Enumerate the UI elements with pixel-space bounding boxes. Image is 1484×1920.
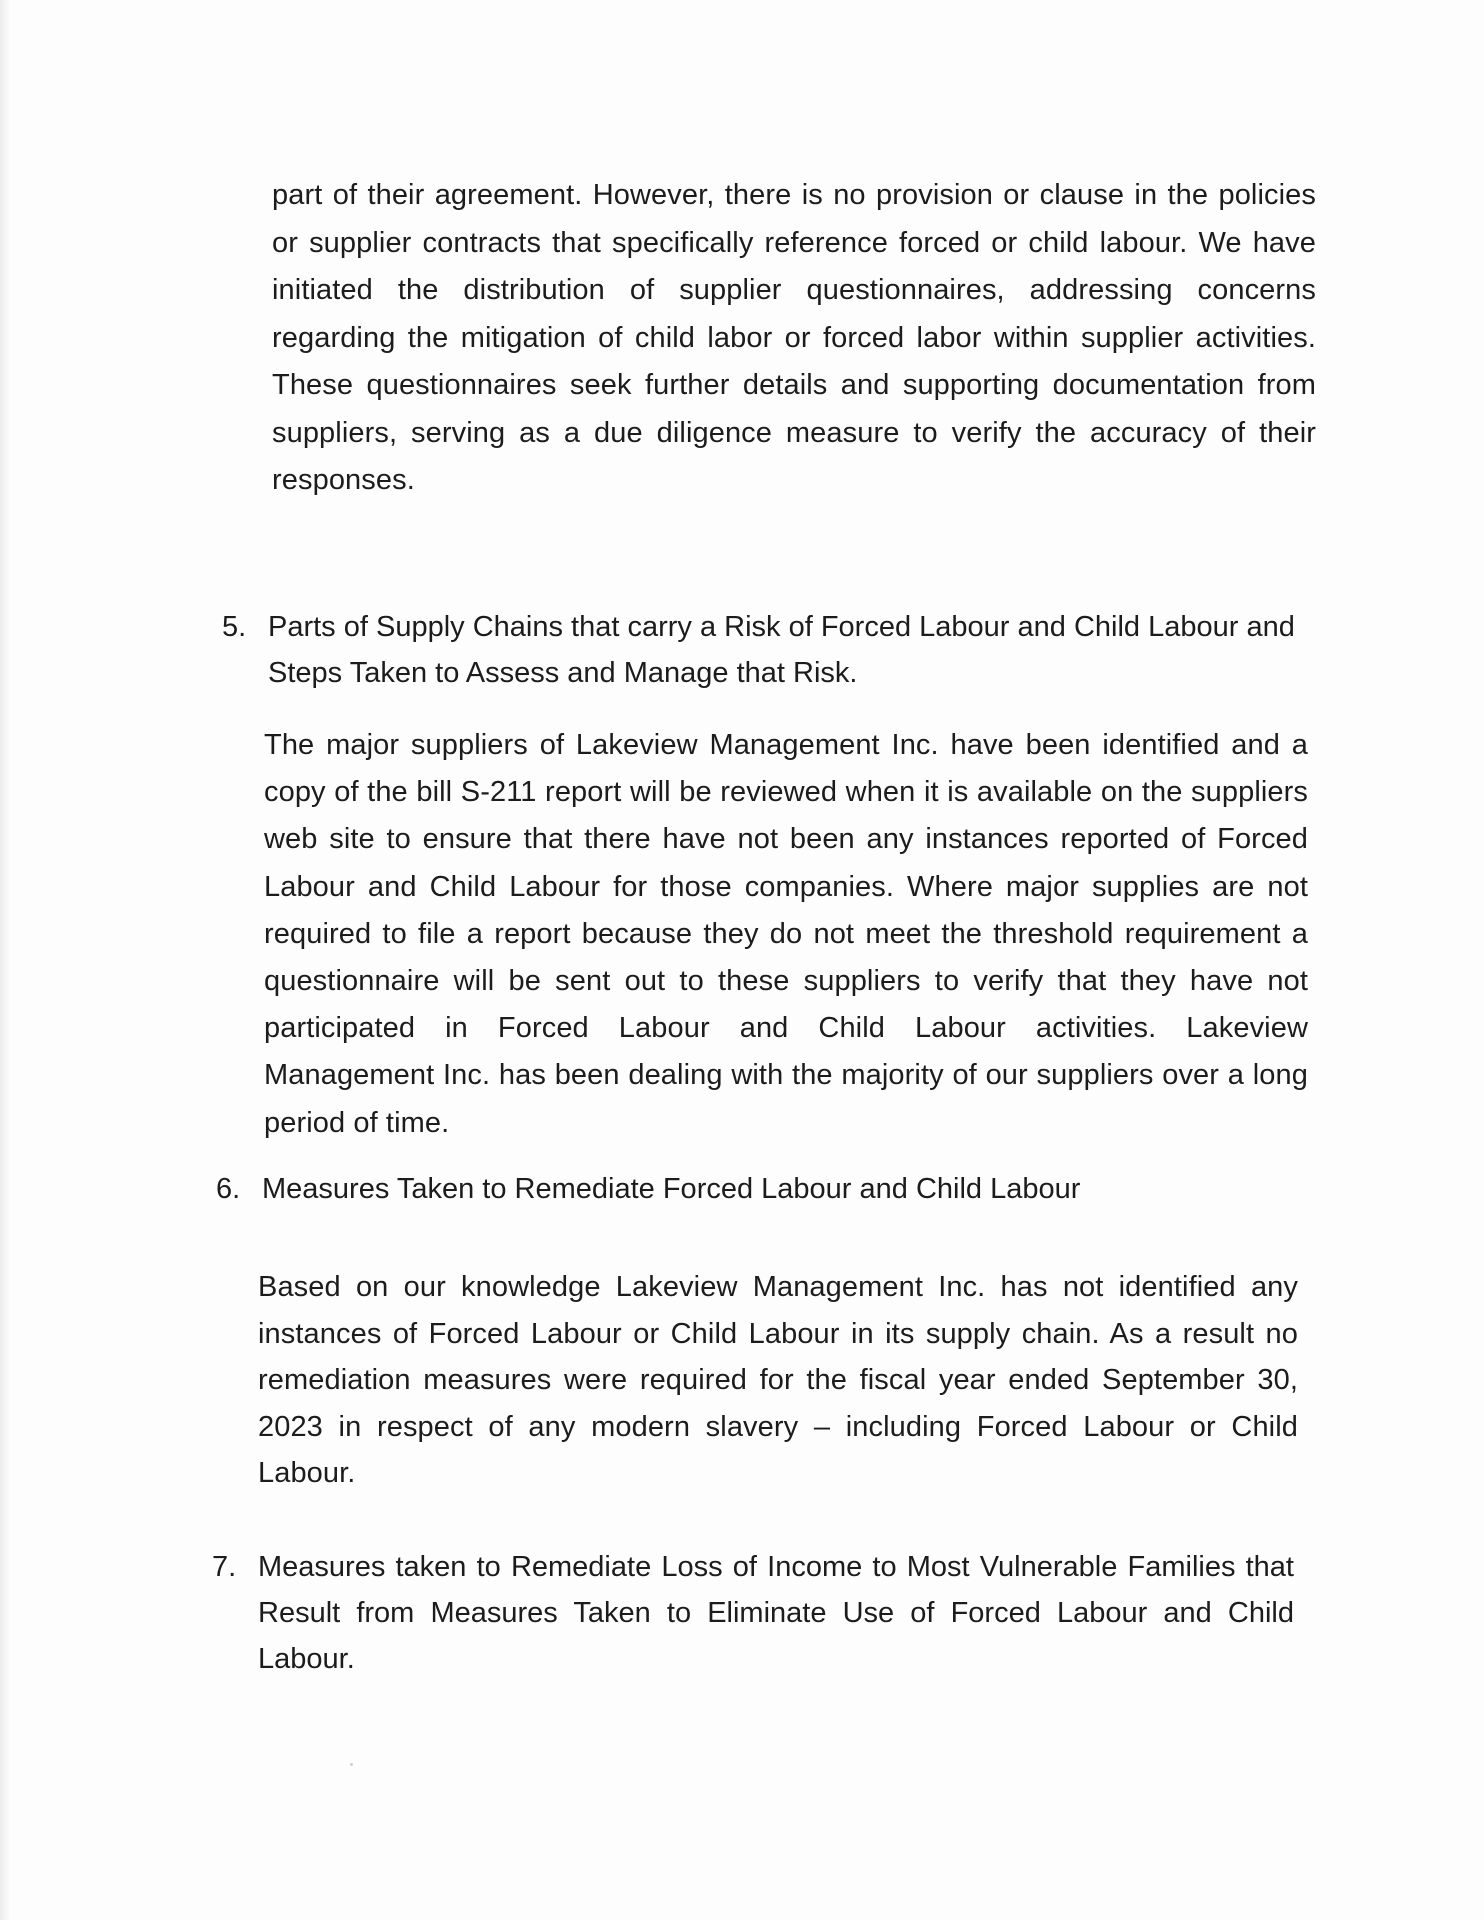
intro-paragraph: part of their agreement. However, there is no provision or clause in the policies or supplier contracts that specifically reference forced or child labour. We have initiated the distribution of supplier questionnaires, addressing concerns regarding the mitigation of child labor or forced labor within supplier activities. These questionnaires seek further details and supporting documentation from suppliers, serving as a due diligence measure to verify the accuracy of their responses. bbox=[272, 179, 1316, 496]
section-5-number: 5. bbox=[222, 611, 247, 643]
scan-edge-shadow bbox=[0, 0, 10, 1920]
section-5-heading: Parts of Supply Chains that carry a Risk of Forced Labour and Child Labour and Steps Taken to Assess and Manage that Risk. bbox=[268, 611, 1295, 689]
section-6-body: Based on our knowledge Lakeview Management Inc. has not identified any instances of Forced Labour or Child Labour in its supply chain. As a result no remediation measures were required for the fiscal year ended September 30, 2023 in respect of any modern slavery – including Forced Labour or Child Labour. bbox=[258, 1271, 1298, 1489]
section-5-body: The major suppliers of Lakeview Management Inc. have been identified and a copy of the bill S-211 report will be reviewed when it is available on the suppliers web site to ensure that there have not been any instances reported of Forced Labour and Child Labour for those companies. Where major supplies are not required to file a report because they do not meet the threshold requirement a questionnaire will be sent out to these suppliers to verify that they have not participated in Forced Labour and Child Labour activities. Lakeview Management Inc. has been dealing with the majority of our suppliers over a long period of time. bbox=[264, 729, 1308, 1139]
section-6-number: 6. bbox=[216, 1173, 241, 1205]
section-7-number: 7. bbox=[212, 1551, 237, 1583]
scan-speck bbox=[350, 1763, 353, 1766]
section-6-heading: Measures Taken to Remediate Forced Labour and Child Labour bbox=[262, 1173, 1081, 1205]
section-7-heading: Measures taken to Remediate Loss of Income to Most Vulnerable Families that Result from Measures Taken to Eliminate Use of Forced Labour and Child Labour. bbox=[258, 1551, 1294, 1675]
